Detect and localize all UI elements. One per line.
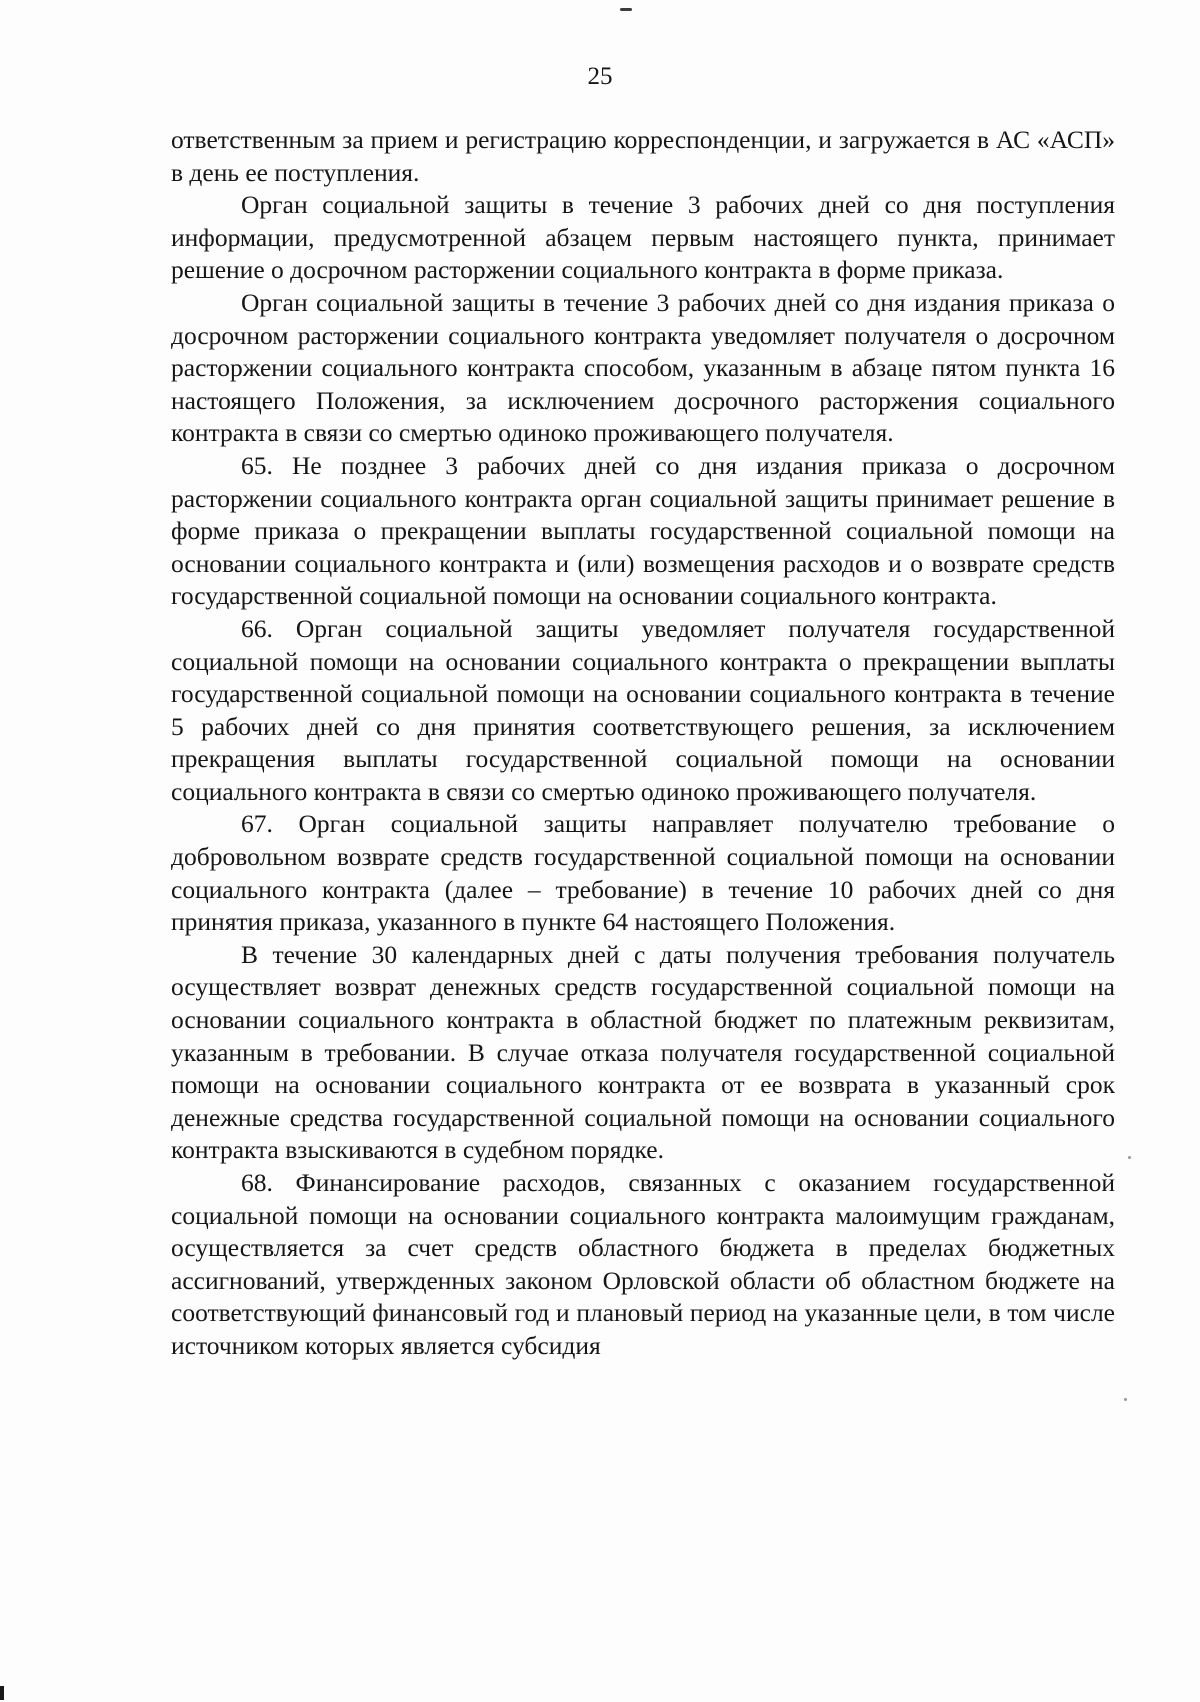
scan-artifact-mark <box>620 8 632 11</box>
paragraph-item-68: 68. Финансирование расходов, связанных с оказанием государственной социальной помощи на основании социального контракта малоимущим гражданам, осуществляется за счет средств областного бюджета в пределах бюджетных ассигнований, утвержденных законом Орловской области об областном бюджете на соответствующий финансовый год и плановый период на указанные цели, в том числе источником которых является субсидия <box>171 1168 1115 1360</box>
scan-artifact-edge <box>0 1686 4 1700</box>
scan-speck <box>1128 1156 1131 1159</box>
paragraph: В течение 30 календарных дней с даты получения требования получатель осуществляет возврат денежных средств государственной социальной помощи на основании социального контракта в областной бюджет по платежным реквизитам, указанным в требовании. В случае отказа получателя государственной социальной помощи на основании социального контракта от ее возврата в указанный срок денежные средства государственной социальной помощи на основании социального контракта взыскиваются в судебном порядке. <box>171 939 1115 1165</box>
scan-speck <box>1124 1398 1127 1401</box>
paragraph: Орган социальной защиты в течение 3 рабочих дней со дня поступления информации, предусмотренной абзацем первым настоящего пункта, принимает решение о досрочном расторжении социального контракта в форме приказа. <box>171 190 1115 285</box>
paragraph-item-67: 67. Орган социальной защиты направляет получателю требование о добровольном возврате средств государственной социальной помощи на основании социального контракта (далее – требование) в течение 10 рабочих дней со дня принятия приказа, указанного в пункте 64 настоящего Положения. <box>171 809 1115 937</box>
paragraph-item-65: 65. Не позднее 3 рабочих дней со дня издания приказа о досрочном расторжении социального контракта орган социальной защиты принимает решение в форме приказа о прекращении выплаты государственной социальной помощи на основании социального контракта и (или) возмещения расходов и о возврате средств государственной социальной помощи на основании социального контракта. <box>171 450 1115 611</box>
document-body <box>171 124 1115 1363</box>
paragraph: Орган социальной защиты в течение 3 рабочих дней со дня издания приказа о досрочном расторжении социального контракта уведомляет получателя о досрочном расторжении социального контракта способом, указанным в абзаце пятом пункта 16 настоящего Положения, за исключением досрочного расторжения социального контракта в связи со смертью одиноко проживающего получателя. <box>171 287 1115 448</box>
paragraph-item-66: 66. Орган социальной защиты уведомляет получателя государственной социальной помощи на основании социального контракта о прекращении выплаты государственной социальной помощи на основании социального контракта в течение 5 рабочих дней со дня принятия соответствующего решения, за исключением прекращения выплаты государственной социальной помощи на основании социального контракта в связи со смертью одиноко проживающего получателя. <box>171 613 1115 806</box>
page-number: 25 <box>587 63 613 90</box>
paragraph-continuation: ответственным за прием и регистрацию корреспонденции, и загружается в АС «АСП» в день ее поступления. <box>171 125 1115 187</box>
